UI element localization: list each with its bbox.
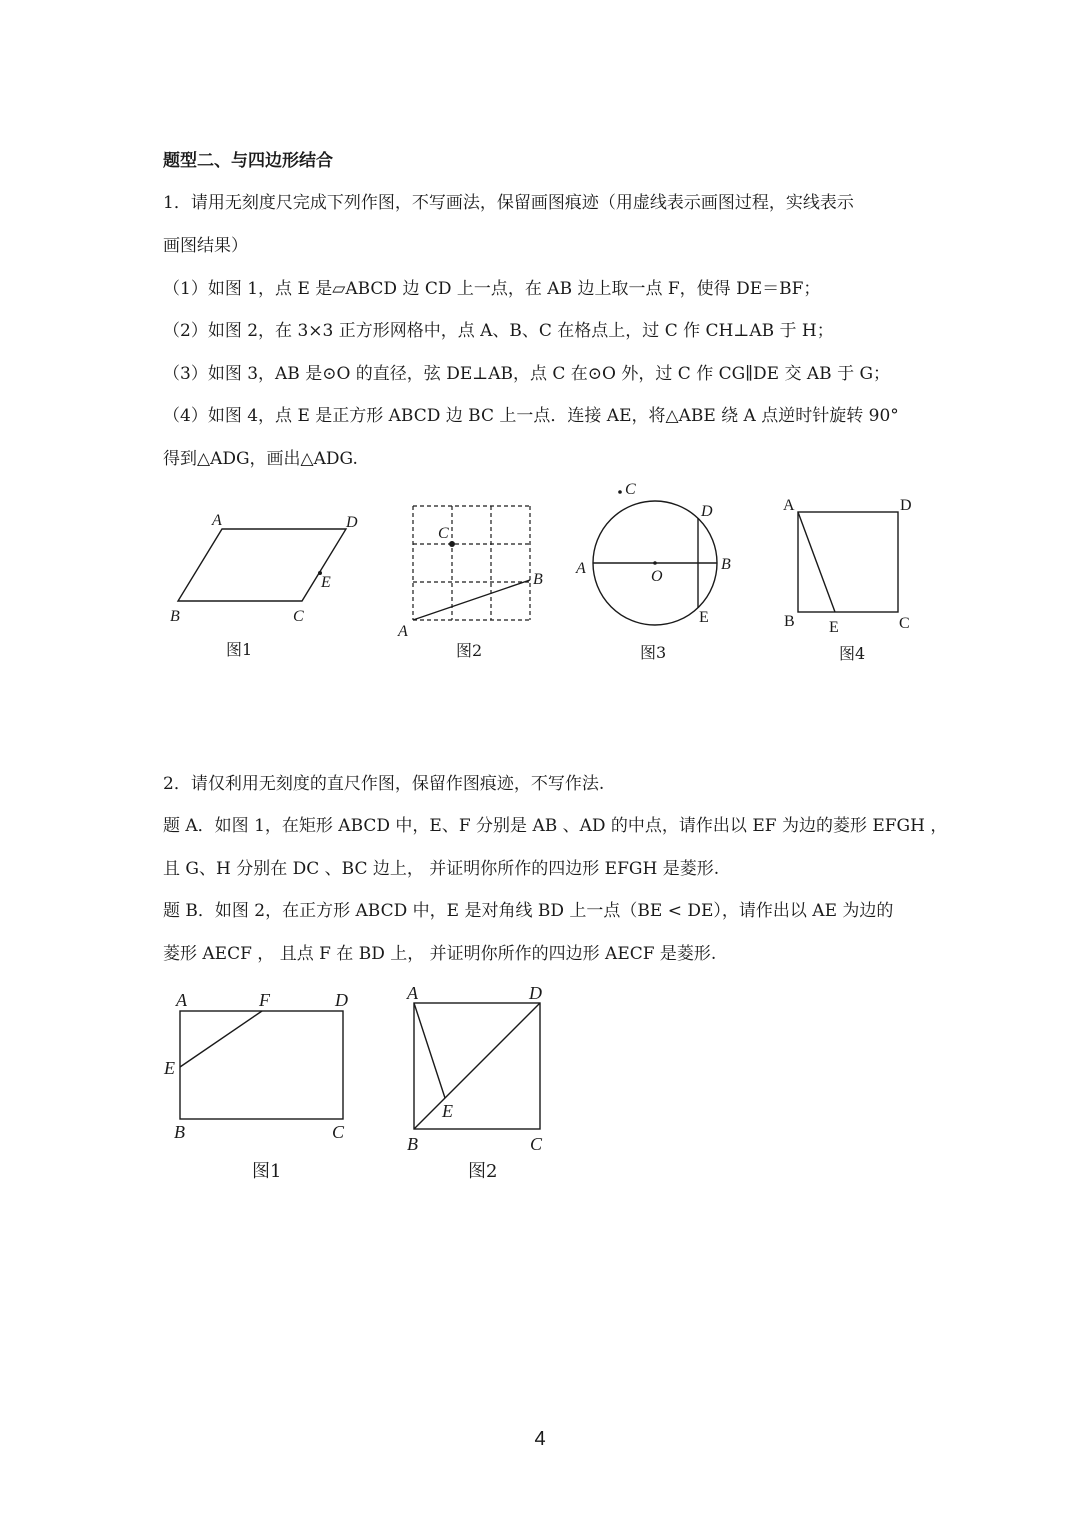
q1-figure-4 xyxy=(775,492,925,672)
point-c xyxy=(449,541,455,547)
q2-line1: 2．请仅利用无刻度的直尺作图，保留作图痕迹，不写作法. xyxy=(163,774,605,794)
q1-line2: 画图结果） xyxy=(163,236,248,256)
label-b: B xyxy=(170,608,180,625)
label-c: C xyxy=(332,1122,345,1142)
label-o: O xyxy=(651,568,663,585)
figure-caption: 图4 xyxy=(839,644,866,663)
label-c: C xyxy=(438,525,449,542)
q1-line-last: 得到△ADG，画出△ADG. xyxy=(163,449,358,469)
label-c: C xyxy=(293,608,304,625)
segment-ab xyxy=(413,580,530,620)
label-b: B xyxy=(784,613,795,630)
q1-figure-2 xyxy=(395,500,560,665)
label-d: D xyxy=(701,503,713,520)
figure-caption: 图3 xyxy=(640,643,667,662)
label-b: B xyxy=(407,1134,418,1154)
label-e: E xyxy=(164,1058,175,1078)
rectangle-abcd xyxy=(180,1011,343,1119)
q1-figure-1 xyxy=(160,505,380,665)
label-c: C xyxy=(899,615,910,632)
label-a: A xyxy=(576,560,586,577)
label-c: C xyxy=(625,481,636,498)
figure-caption: 图2 xyxy=(456,641,483,660)
label-b: B xyxy=(174,1122,185,1142)
dashed-grid xyxy=(413,506,530,620)
q2-problem-b-line2: 菱形 AECF ， 且点 F 在 BD 上， 并证明你所作的四边形 AECF 是菱形. xyxy=(163,944,717,964)
q2-figure-1 xyxy=(160,985,370,1185)
label-a: A xyxy=(783,497,795,514)
q1-item-3: （3）如图 3，AB 是⊙O 的直径，弦 DE⊥AB，点 C 在⊙O 外，过 C 作 CG∥DE 交 AB 于 G； xyxy=(163,364,891,384)
page-number: 4 xyxy=(534,1428,546,1450)
label-a: A xyxy=(212,512,222,529)
label-f: F xyxy=(259,990,270,1010)
segment-ae xyxy=(414,1003,445,1098)
label-e: E xyxy=(321,574,331,591)
segment-ae xyxy=(798,512,835,612)
label-d: D xyxy=(346,514,358,531)
q2-figure-2 xyxy=(395,978,565,1183)
label-e: E xyxy=(699,609,709,626)
q1-line1: 1．请用无刻度尺完成下列作图，不写画法，保留画图痕迹（用虚线表示画图过程，实线表示 xyxy=(163,193,854,213)
label-b: B xyxy=(721,556,731,573)
diagonal-bd xyxy=(414,1003,540,1129)
label-b: B xyxy=(533,571,543,588)
q2-problem-a-line2: 且 G、H 分别在 DC 、BC 边上， 并证明你所作的四边形 EFGH 是菱形. xyxy=(163,859,720,879)
square-abcd xyxy=(798,512,898,612)
label-e: E xyxy=(829,619,839,636)
label-d: D xyxy=(335,990,348,1010)
q1-item-1: （1）如图 1，点 E 是▱ABCD 边 CD 上一点，在 AB 边上取一点 F，使得 DE＝BF； xyxy=(163,279,821,299)
segment-ef xyxy=(180,1011,262,1067)
label-e: E xyxy=(442,1101,453,1121)
q2-problem-b-line1: 题 B．如图 2，在正方形 ABCD 中，E 是对角线 BD 上一点（BE < DE），请作出以 AE 为边的 xyxy=(163,901,894,921)
q1-item-4: （4）如图 4，点 E 是正方形 ABCD 边 BC 上一点．连接 AE，将△ABE 绕 A 点逆时针旋转 90° xyxy=(163,406,899,426)
section-title: 题型二、与四边形结合 xyxy=(163,151,333,171)
q2-problem-a-line1: 题 A．如图 1，在矩形 ABCD 中，E、F 分别是 AB 、AD 的中点，请作出以 EF 为边的菱形 EFGH ， xyxy=(163,816,948,836)
label-d: D xyxy=(529,983,542,1003)
point-c xyxy=(618,490,622,494)
label-a: A xyxy=(407,983,418,1003)
figure-caption: 图1 xyxy=(226,640,253,659)
label-c: C xyxy=(530,1134,543,1154)
label-a: A xyxy=(398,623,408,640)
figure-caption: 图1 xyxy=(252,1161,282,1182)
q1-item-2: （2）如图 2，在 3×3 正方形网格中，点 A、B、C 在格点上，过 C 作 CH⊥AB 于 H； xyxy=(163,321,834,341)
figure-caption: 图2 xyxy=(468,1161,498,1182)
point-o xyxy=(653,561,657,565)
q1-figure-3 xyxy=(570,478,745,668)
label-d: D xyxy=(900,497,912,514)
label-a: A xyxy=(176,990,187,1010)
